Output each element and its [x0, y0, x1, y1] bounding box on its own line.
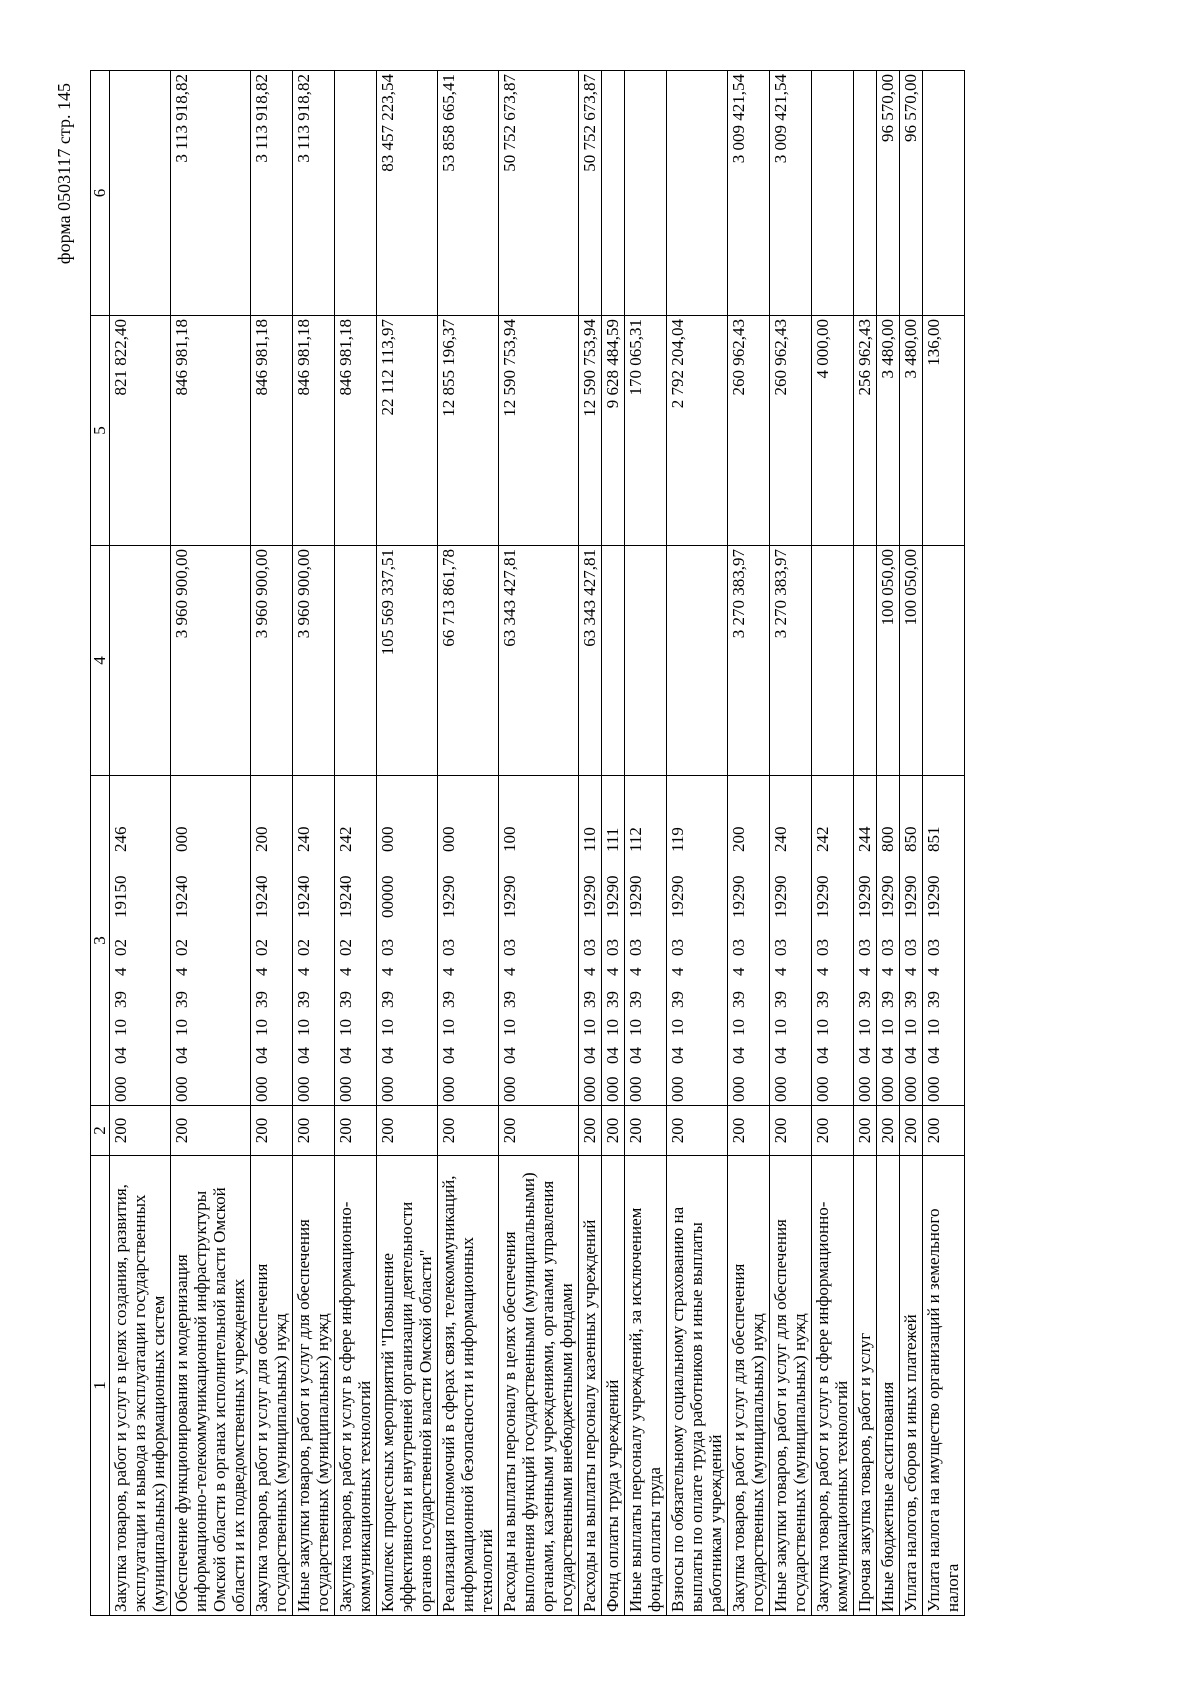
row-name: Закупка товаров, работ и услуг в целях создания, развития, эксплуатации и вывода из эксплуатации государственных (муниципальных) информационных систем: [110, 1156, 171, 1616]
code-segment: 39: [378, 991, 397, 1008]
row-budget-code: [923, 776, 965, 1106]
row-budget-code: [110, 776, 171, 1106]
row-budget-code: [602, 776, 625, 1106]
row-unexecuted-amount: [602, 71, 625, 316]
row-executed-amount: 12 855 196,37: [438, 316, 499, 546]
row-name: Реализация полномочий в сферах связи, телекоммуникаций, информационной безопасности и информационных технологий: [438, 1156, 499, 1616]
code-segment: 04: [603, 1047, 622, 1064]
code-segment: 19290: [580, 875, 599, 918]
table-row: [110, 71, 171, 1616]
code-segment: 000: [603, 1076, 622, 1102]
code-segment: 02: [294, 939, 313, 956]
row-line-code: 200: [728, 1106, 770, 1156]
row-budget-code: [900, 776, 923, 1106]
code-segment: 246: [111, 826, 130, 852]
row-budget-code: [728, 776, 770, 1106]
row-executed-amount: 256 962,43: [854, 316, 877, 546]
code-segment: 4: [294, 967, 313, 976]
code-segment: 851: [924, 826, 943, 852]
row-executed-amount: 846 981,18: [251, 316, 293, 546]
code-segment: 200: [729, 826, 748, 852]
table-row: [900, 71, 923, 1616]
row-approved-amount: [602, 546, 625, 776]
code-segment: 03: [729, 939, 748, 956]
code-segment: 4: [603, 967, 622, 976]
table-row: [923, 71, 965, 1616]
code-segment: 39: [111, 991, 130, 1008]
row-unexecuted-amount: [854, 71, 877, 316]
code-segment: 000: [378, 1076, 397, 1102]
table-row: [335, 71, 377, 1616]
row-unexecuted-amount: 96 570,00: [877, 71, 900, 316]
row-unexecuted-amount: [923, 71, 965, 316]
code-segment: 03: [813, 939, 832, 956]
code-segment: 000: [172, 826, 191, 852]
code-segment: 04: [924, 1047, 943, 1064]
row-approved-amount: 3 960 900,00: [251, 546, 293, 776]
row-executed-amount: 12 590 753,94: [499, 316, 579, 546]
code-segment: 10: [111, 1019, 130, 1036]
code-segment: 4: [729, 967, 748, 976]
code-segment: 03: [878, 939, 897, 956]
row-budget-code: [293, 776, 335, 1106]
row-executed-amount: 846 981,18: [335, 316, 377, 546]
code-segment: 10: [771, 1019, 790, 1036]
code-segment: 110: [580, 827, 599, 852]
row-unexecuted-amount: 3 113 918,82: [251, 71, 293, 316]
code-segment: 10: [294, 1019, 313, 1036]
column-header-3: 3: [91, 776, 110, 1106]
table-body: [91, 71, 965, 1616]
row-approved-amount: [625, 546, 667, 776]
code-segment: 000: [901, 1076, 920, 1102]
code-segment: 03: [771, 939, 790, 956]
code-segment: 200: [252, 826, 271, 852]
row-line-code: 200: [854, 1106, 877, 1156]
table-row: [770, 71, 812, 1616]
code-segment: 10: [878, 1019, 897, 1036]
code-segment: 10: [813, 1019, 832, 1036]
code-segment: 19290: [439, 875, 458, 918]
code-segment: 000: [580, 1076, 599, 1102]
code-segment: 240: [771, 826, 790, 852]
code-segment: 39: [626, 991, 645, 1008]
table-row: [854, 71, 877, 1616]
row-unexecuted-amount: 50 752 673,87: [499, 71, 579, 316]
code-segment: 4: [813, 967, 832, 976]
column-header-5: 5: [91, 316, 110, 546]
row-executed-amount: 136,00: [923, 316, 965, 546]
column-header-4: 4: [91, 546, 110, 776]
row-line-code: 200: [499, 1106, 579, 1156]
code-segment: 000: [668, 1076, 687, 1102]
code-segment: 4: [439, 967, 458, 976]
row-line-code: 200: [877, 1106, 900, 1156]
code-segment: 04: [252, 1047, 271, 1064]
row-executed-amount: 260 962,43: [770, 316, 812, 546]
code-segment: 000: [924, 1076, 943, 1102]
row-name: Расходы на выплаты персоналу в целях обеспечения выполнения функций государственными (муниципальными) органами, казенными учреждениями, органами управления государственными внебюджетными фондами: [499, 1156, 579, 1616]
code-segment: 000: [729, 1076, 748, 1102]
row-unexecuted-amount: [667, 71, 728, 316]
row-name: Закупка товаров, работ и услуг в сфере информационно-коммуникационных технологий: [812, 1156, 854, 1616]
code-segment: 39: [924, 991, 943, 1008]
code-segment: 04: [111, 1047, 130, 1064]
code-segment: 04: [901, 1047, 920, 1064]
code-segment: 04: [771, 1047, 790, 1064]
code-segment: 02: [336, 939, 355, 956]
code-segment: 4: [626, 967, 645, 976]
code-segment: 19290: [901, 875, 920, 918]
row-budget-code: [499, 776, 579, 1106]
row-name: Фонд оплаты труда учреждений: [602, 1156, 625, 1616]
row-approved-amount: 3 270 383,97: [770, 546, 812, 776]
code-segment: 04: [172, 1047, 191, 1064]
code-segment: 00000: [378, 875, 397, 918]
row-unexecuted-amount: [625, 71, 667, 316]
row-line-code: 200: [812, 1106, 854, 1156]
row-line-code: 200: [377, 1106, 438, 1156]
code-segment: 19290: [729, 875, 748, 918]
code-segment: 03: [626, 939, 645, 956]
code-segment: 000: [294, 1076, 313, 1102]
code-segment: 39: [813, 991, 832, 1008]
form-label: форма 0503117 стр. 145: [54, 83, 74, 265]
row-unexecuted-amount: 3 009 421,54: [770, 71, 812, 316]
code-segment: 800: [878, 826, 897, 852]
code-segment: 04: [336, 1047, 355, 1064]
code-segment: 4: [878, 967, 897, 976]
row-line-code: 200: [923, 1106, 965, 1156]
code-segment: 10: [172, 1019, 191, 1036]
code-segment: 19290: [626, 875, 645, 918]
code-segment: 19290: [771, 875, 790, 918]
row-executed-amount: 2 792 204,04: [667, 316, 728, 546]
code-segment: 111: [603, 827, 622, 852]
code-segment: 04: [813, 1047, 832, 1064]
code-segment: 10: [901, 1019, 920, 1036]
row-approved-amount: 3 960 900,00: [293, 546, 335, 776]
code-segment: 000: [626, 1076, 645, 1102]
code-segment: 4: [336, 967, 355, 976]
row-executed-amount: 3 480,00: [877, 316, 900, 546]
row-budget-code: [625, 776, 667, 1106]
code-segment: 4: [924, 967, 943, 976]
code-segment: 10: [439, 1019, 458, 1036]
row-unexecuted-amount: 96 570,00: [900, 71, 923, 316]
code-segment: 04: [626, 1047, 645, 1064]
code-segment: 04: [878, 1047, 897, 1064]
row-approved-amount: 100 050,00: [900, 546, 923, 776]
code-segment: 19290: [878, 875, 897, 918]
row-line-code: 200: [438, 1106, 499, 1156]
code-segment: 39: [172, 991, 191, 1008]
code-segment: 02: [172, 939, 191, 956]
code-segment: 000: [172, 1076, 191, 1102]
row-budget-code: [854, 776, 877, 1106]
row-executed-amount: 846 981,18: [293, 316, 335, 546]
table-row: [499, 71, 579, 1616]
code-segment: 119: [668, 827, 687, 852]
row-name: Обеспечение функционирования и модернизация информационно-телекоммуникационной инфраструктуры Омской области в органах исполнительной власти Омской области и их подведомственных учреждениях: [171, 1156, 251, 1616]
code-segment: 39: [336, 991, 355, 1008]
row-name: Уплата налогов, сборов и иных платежей: [900, 1156, 923, 1616]
code-segment: 04: [500, 1047, 519, 1064]
row-name: Иные закупки товаров, работ и услуг для обеспечения государственных (муниципальных) нужд: [770, 1156, 812, 1616]
row-unexecuted-amount: [812, 71, 854, 316]
code-segment: 39: [729, 991, 748, 1008]
code-segment: 03: [580, 939, 599, 956]
code-segment: 10: [855, 1019, 874, 1036]
code-segment: 03: [924, 939, 943, 956]
code-segment: 000: [439, 826, 458, 852]
row-unexecuted-amount: 53 858 665,41: [438, 71, 499, 316]
code-segment: 19240: [294, 875, 313, 918]
code-segment: 03: [901, 939, 920, 956]
code-segment: 4: [500, 967, 519, 976]
row-unexecuted-amount: 3 113 918,82: [293, 71, 335, 316]
code-segment: 19240: [336, 875, 355, 918]
row-line-code: 200: [900, 1106, 923, 1156]
code-segment: 112: [626, 827, 645, 852]
row-budget-code: [812, 776, 854, 1106]
table-row: [293, 71, 335, 1616]
row-line-code: 200: [579, 1106, 602, 1156]
row-approved-amount: [923, 546, 965, 776]
row-unexecuted-amount: [110, 71, 171, 316]
code-segment: 000: [878, 1076, 897, 1102]
row-name: Расходы на выплаты персоналу казенных учреждений: [579, 1156, 602, 1616]
code-segment: 242: [336, 826, 355, 852]
code-segment: 39: [252, 991, 271, 1008]
code-segment: 4: [668, 967, 687, 976]
row-executed-amount: 170 065,31: [625, 316, 667, 546]
row-approved-amount: 66 713 861,78: [438, 546, 499, 776]
column-header-1: 1: [91, 1156, 110, 1616]
code-segment: 000: [111, 1076, 130, 1102]
row-line-code: 200: [251, 1106, 293, 1156]
code-segment: 000: [771, 1076, 790, 1102]
row-unexecuted-amount: [335, 71, 377, 316]
table-row: [251, 71, 293, 1616]
row-line-code: 200: [171, 1106, 251, 1156]
row-approved-amount: 100 050,00: [877, 546, 900, 776]
code-segment: 000: [855, 1076, 874, 1102]
code-segment: 10: [252, 1019, 271, 1036]
row-line-code: 200: [602, 1106, 625, 1156]
row-name: Взносы по обязательному социальному страхованию на выплаты по оплате труда работников и иные выплаты работникам учреждений: [667, 1156, 728, 1616]
code-segment: 10: [924, 1019, 943, 1036]
row-name: Иные бюджетные ассигнования: [877, 1156, 900, 1616]
code-segment: 19290: [924, 875, 943, 918]
row-budget-code: [335, 776, 377, 1106]
code-segment: 19240: [172, 875, 191, 918]
row-name: Иные закупки товаров, работ и услуг для обеспечения государственных (муниципальных) нужд: [293, 1156, 335, 1616]
code-segment: 04: [294, 1047, 313, 1064]
row-budget-code: [377, 776, 438, 1106]
table-row: [438, 71, 499, 1616]
code-segment: 4: [252, 967, 271, 976]
code-segment: 04: [580, 1047, 599, 1064]
row-approved-amount: [110, 546, 171, 776]
row-executed-amount: 4 000,00: [812, 316, 854, 546]
row-name: Иные выплаты персоналу учреждений, за исключением фонда оплаты труда: [625, 1156, 667, 1616]
code-segment: 850: [901, 826, 920, 852]
table-row: [667, 71, 728, 1616]
row-approved-amount: 3 270 383,97: [728, 546, 770, 776]
code-segment: 240: [294, 826, 313, 852]
row-approved-amount: [335, 546, 377, 776]
code-segment: 04: [668, 1047, 687, 1064]
row-budget-code: [438, 776, 499, 1106]
row-budget-code: [251, 776, 293, 1106]
row-budget-code: [667, 776, 728, 1106]
row-line-code: 200: [335, 1106, 377, 1156]
code-segment: 4: [580, 967, 599, 976]
row-name: Закупка товаров, работ и услуг для обеспечения государственных (муниципальных) нужд: [728, 1156, 770, 1616]
row-budget-code: [877, 776, 900, 1106]
code-segment: 39: [878, 991, 897, 1008]
row-name: Закупка товаров, работ и услуг для обеспечения государственных (муниципальных) нужд: [251, 1156, 293, 1616]
row-line-code: 200: [625, 1106, 667, 1156]
row-approved-amount: 63 343 427,81: [499, 546, 579, 776]
row-name: Прочая закупка товаров, работ и услуг: [854, 1156, 877, 1616]
table-row: [728, 71, 770, 1616]
code-segment: 39: [580, 991, 599, 1008]
code-segment: 000: [439, 1076, 458, 1102]
code-segment: 10: [336, 1019, 355, 1036]
code-segment: 10: [378, 1019, 397, 1036]
code-segment: 02: [252, 939, 271, 956]
code-segment: 03: [500, 939, 519, 956]
code-segment: 10: [729, 1019, 748, 1036]
code-segment: 242: [813, 826, 832, 852]
code-segment: 19290: [668, 875, 687, 918]
code-segment: 04: [439, 1047, 458, 1064]
code-segment: 4: [172, 967, 191, 976]
code-segment: 10: [668, 1019, 687, 1036]
row-approved-amount: 3 960 900,00: [171, 546, 251, 776]
code-segment: 244: [855, 826, 874, 852]
code-segment: 19290: [500, 875, 519, 918]
code-segment: 19290: [603, 875, 622, 918]
table-row: [812, 71, 854, 1616]
row-executed-amount: 821 822,40: [110, 316, 171, 546]
code-segment: 04: [378, 1047, 397, 1064]
row-approved-amount: 63 343 427,81: [579, 546, 602, 776]
code-segment: 19150: [111, 875, 130, 918]
code-segment: 03: [378, 939, 397, 956]
code-segment: 10: [500, 1019, 519, 1036]
row-approved-amount: 105 569 337,51: [377, 546, 438, 776]
table-row: [579, 71, 602, 1616]
code-segment: 000: [813, 1076, 832, 1102]
code-segment: 19240: [252, 875, 271, 918]
code-segment: 4: [771, 967, 790, 976]
code-segment: 03: [439, 939, 458, 956]
code-segment: 03: [668, 939, 687, 956]
code-segment: 39: [500, 991, 519, 1008]
code-segment: 39: [901, 991, 920, 1008]
code-segment: 39: [439, 991, 458, 1008]
code-segment: 000: [378, 826, 397, 852]
row-unexecuted-amount: 3 009 421,54: [728, 71, 770, 316]
row-name: Комплекс процессных мероприятий "Повышение эффективности и внутренней организации деятельности органов государственной власти Омской области": [377, 1156, 438, 1616]
row-budget-code: [770, 776, 812, 1106]
code-segment: 4: [901, 967, 920, 976]
row-name: Уплата налога на имущество организаций и земельного налога: [923, 1156, 965, 1616]
table-row: [171, 71, 251, 1616]
code-segment: 04: [855, 1047, 874, 1064]
table-row: [377, 71, 438, 1616]
row-executed-amount: 260 962,43: [728, 316, 770, 546]
code-segment: 10: [626, 1019, 645, 1036]
code-segment: 000: [252, 1076, 271, 1102]
code-segment: 000: [336, 1076, 355, 1102]
row-approved-amount: [812, 546, 854, 776]
row-line-code: 200: [110, 1106, 171, 1156]
code-segment: 4: [855, 967, 874, 976]
row-executed-amount: 9 628 484,59: [602, 316, 625, 546]
code-segment: 100: [500, 826, 519, 852]
row-executed-amount: 12 590 753,94: [579, 316, 602, 546]
code-segment: 19290: [855, 875, 874, 918]
table-row: [625, 71, 667, 1616]
budget-table: [90, 70, 965, 1616]
row-line-code: 200: [770, 1106, 812, 1156]
code-segment: 39: [771, 991, 790, 1008]
code-segment: 10: [580, 1019, 599, 1036]
code-segment: 39: [855, 991, 874, 1008]
column-header-6: 6: [91, 71, 110, 316]
column-number-row: [91, 71, 110, 1616]
code-segment: 19290: [813, 875, 832, 918]
row-line-code: 200: [667, 1106, 728, 1156]
table-row: [877, 71, 900, 1616]
code-segment: 03: [603, 939, 622, 956]
code-segment: 39: [668, 991, 687, 1008]
row-unexecuted-amount: 83 457 223,54: [377, 71, 438, 316]
row-name: Закупка товаров, работ и услуг в сфере информационно-коммуникационных технологий: [335, 1156, 377, 1616]
row-executed-amount: 846 981,18: [171, 316, 251, 546]
code-segment: 02: [111, 939, 130, 956]
row-unexecuted-amount: 3 113 918,82: [171, 71, 251, 316]
column-header-2: 2: [91, 1106, 110, 1156]
code-segment: 4: [111, 967, 130, 976]
row-approved-amount: [667, 546, 728, 776]
code-segment: 4: [378, 967, 397, 976]
row-unexecuted-amount: 50 752 673,87: [579, 71, 602, 316]
row-executed-amount: 3 480,00: [900, 316, 923, 546]
code-segment: 39: [294, 991, 313, 1008]
row-line-code: 200: [293, 1106, 335, 1156]
code-segment: 39: [603, 991, 622, 1008]
row-budget-code: [171, 776, 251, 1106]
report-sheet: [54, 71, 1130, 1616]
row-budget-code: [579, 776, 602, 1106]
code-segment: 03: [855, 939, 874, 956]
code-segment: 000: [500, 1076, 519, 1102]
row-executed-amount: 22 112 113,97: [377, 316, 438, 546]
code-segment: 04: [729, 1047, 748, 1064]
code-segment: 10: [603, 1019, 622, 1036]
row-approved-amount: [854, 546, 877, 776]
table-row: [602, 71, 625, 1616]
